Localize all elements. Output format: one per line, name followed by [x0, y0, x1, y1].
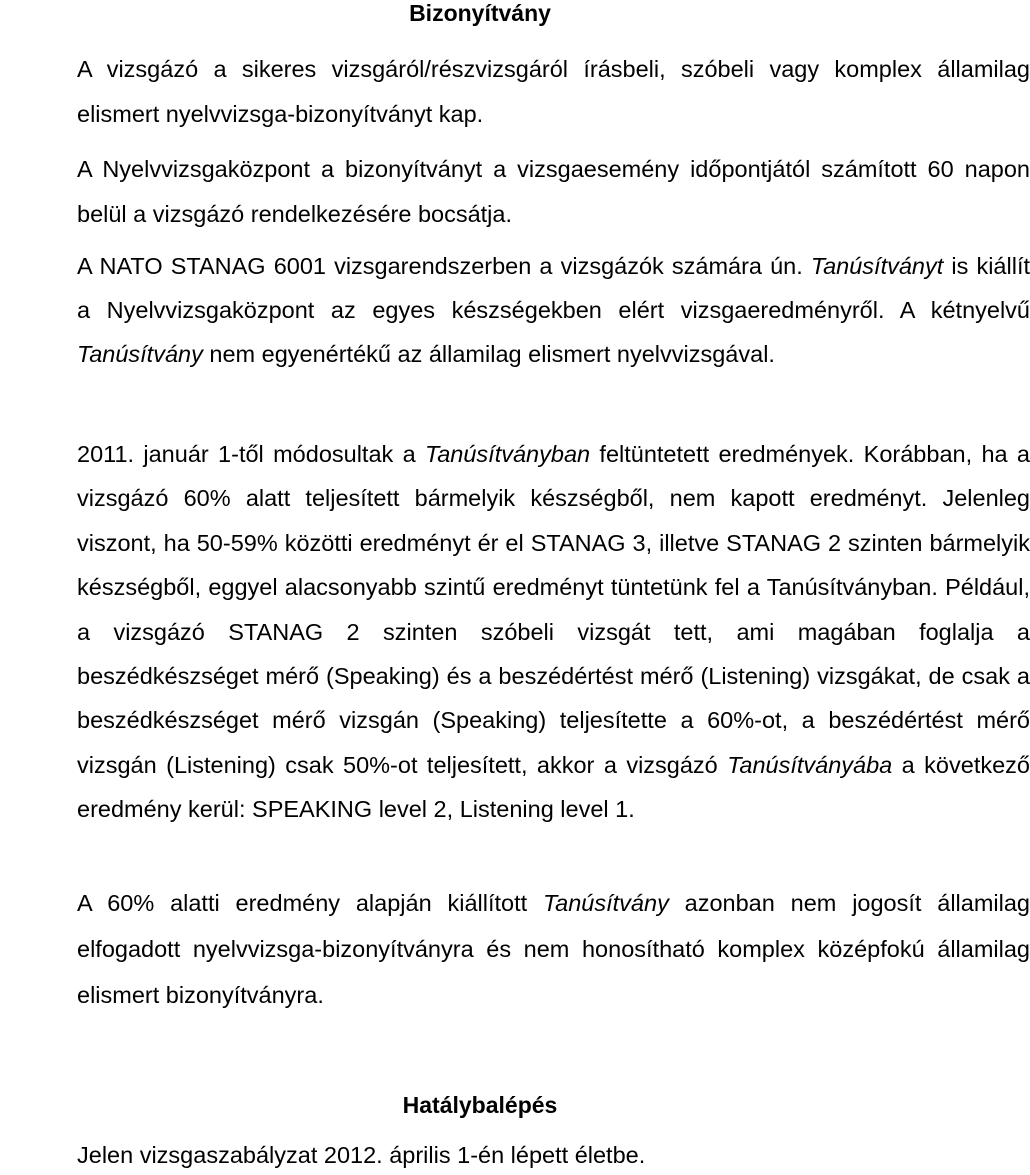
emphasized-term: Tanúsítványt: [810, 253, 944, 279]
paragraph-text-part: a következő eredmény kerül: SPEAKING level 2, Listening level 1.: [77, 751, 1030, 823]
paragraph-nato-stanag: [0, 244, 1030, 376]
paragraph-text-part: A NATO STANAG 6001 vizsgarendszerben a vizsgázók számára ún.: [77, 253, 811, 279]
paragraph-text: A Nyelvvizsgaközpont a bizonyítványt a vizsgaesemény időpontjától számított 60 napon belül a vizsgázó rendelkezésére bocsátja.: [77, 156, 1030, 227]
paragraph-certificate-issuance: [0, 47, 1030, 137]
paragraph-text-part: A 60% alatti eredmény alapján kiállított: [77, 890, 543, 916]
paragraph-text-part: feltüntetett eredmények. Korábban, ha a vizsgázó 60% alatt teljesített bármelyik készségből, nem kapott eredményt. Jelenleg viszont, ha 50-59% közötti eredményt ér el STANAG 3, illetve STANAG 2 szinten bármelyik készségből, eggyel alacsonyabb szintű eredményt tüntetünk fel a Tanúsítványban. Például, a vizsgázó STANAG 2 szinten szóbeli vizsgát tett, ami magában foglalja a beszédkészséget mérő (Speaking) és a beszédértést mérő (Listening) vizsgákat, de csak a beszédkészséget mérő vizsgán (Speaking) teljesítette a 60%-ot, a beszédértést mérő vizsgán (Listening) csak 50%-ot teljesített, akkor a vizsgázó: [77, 441, 1030, 778]
paragraph-text-part: nem egyenértékű az államilag elismert nyelvvizsgával.: [202, 341, 775, 367]
emphasized-term: Tanúsítványába: [727, 751, 893, 778]
paragraph-text: A vizsgázó a sikeres vizsgáról/részvizsgáról írásbeli, szóbeli vagy komplex államilag elismert nyelvvizsga-bizonyítványt kap.: [77, 56, 1030, 127]
section-title-effective-date: Hatálybalépés: [402, 1092, 558, 1118]
paragraph-text-part: is kiállít a Nyelvvizsgaközpont az egyes készségekben elért vizsgaeredményről. A kétnyelvű: [77, 253, 1030, 323]
emphasized-term: Tanúsítványban: [425, 441, 591, 467]
paragraph-text: Jelen vizsgaszabályzat 2012. április 1-én lépett életbe.: [77, 1142, 646, 1168]
emphasized-term: Tanúsítvány: [542, 890, 669, 916]
paragraph-2011-changes: [0, 432, 1030, 832]
emphasized-term: Tanúsítvány: [77, 341, 203, 367]
paragraph-text-part: 2011. január 1-től módosultak a: [77, 441, 426, 467]
document-title: Bizonyítvány: [409, 0, 551, 26]
paragraph-certificate-availability: [0, 147, 1030, 237]
paragraph-text-part: azonban nem jogosít államilag elfogadott nyelvvizsga-bizonyítványra és nem honosítható komplex középfokú államilag elismert bizonyítványra.: [77, 890, 1030, 1008]
paragraph-effective-date: [0, 1135, 1030, 1175]
paragraph-below-60-percent: [0, 880, 1030, 1018]
